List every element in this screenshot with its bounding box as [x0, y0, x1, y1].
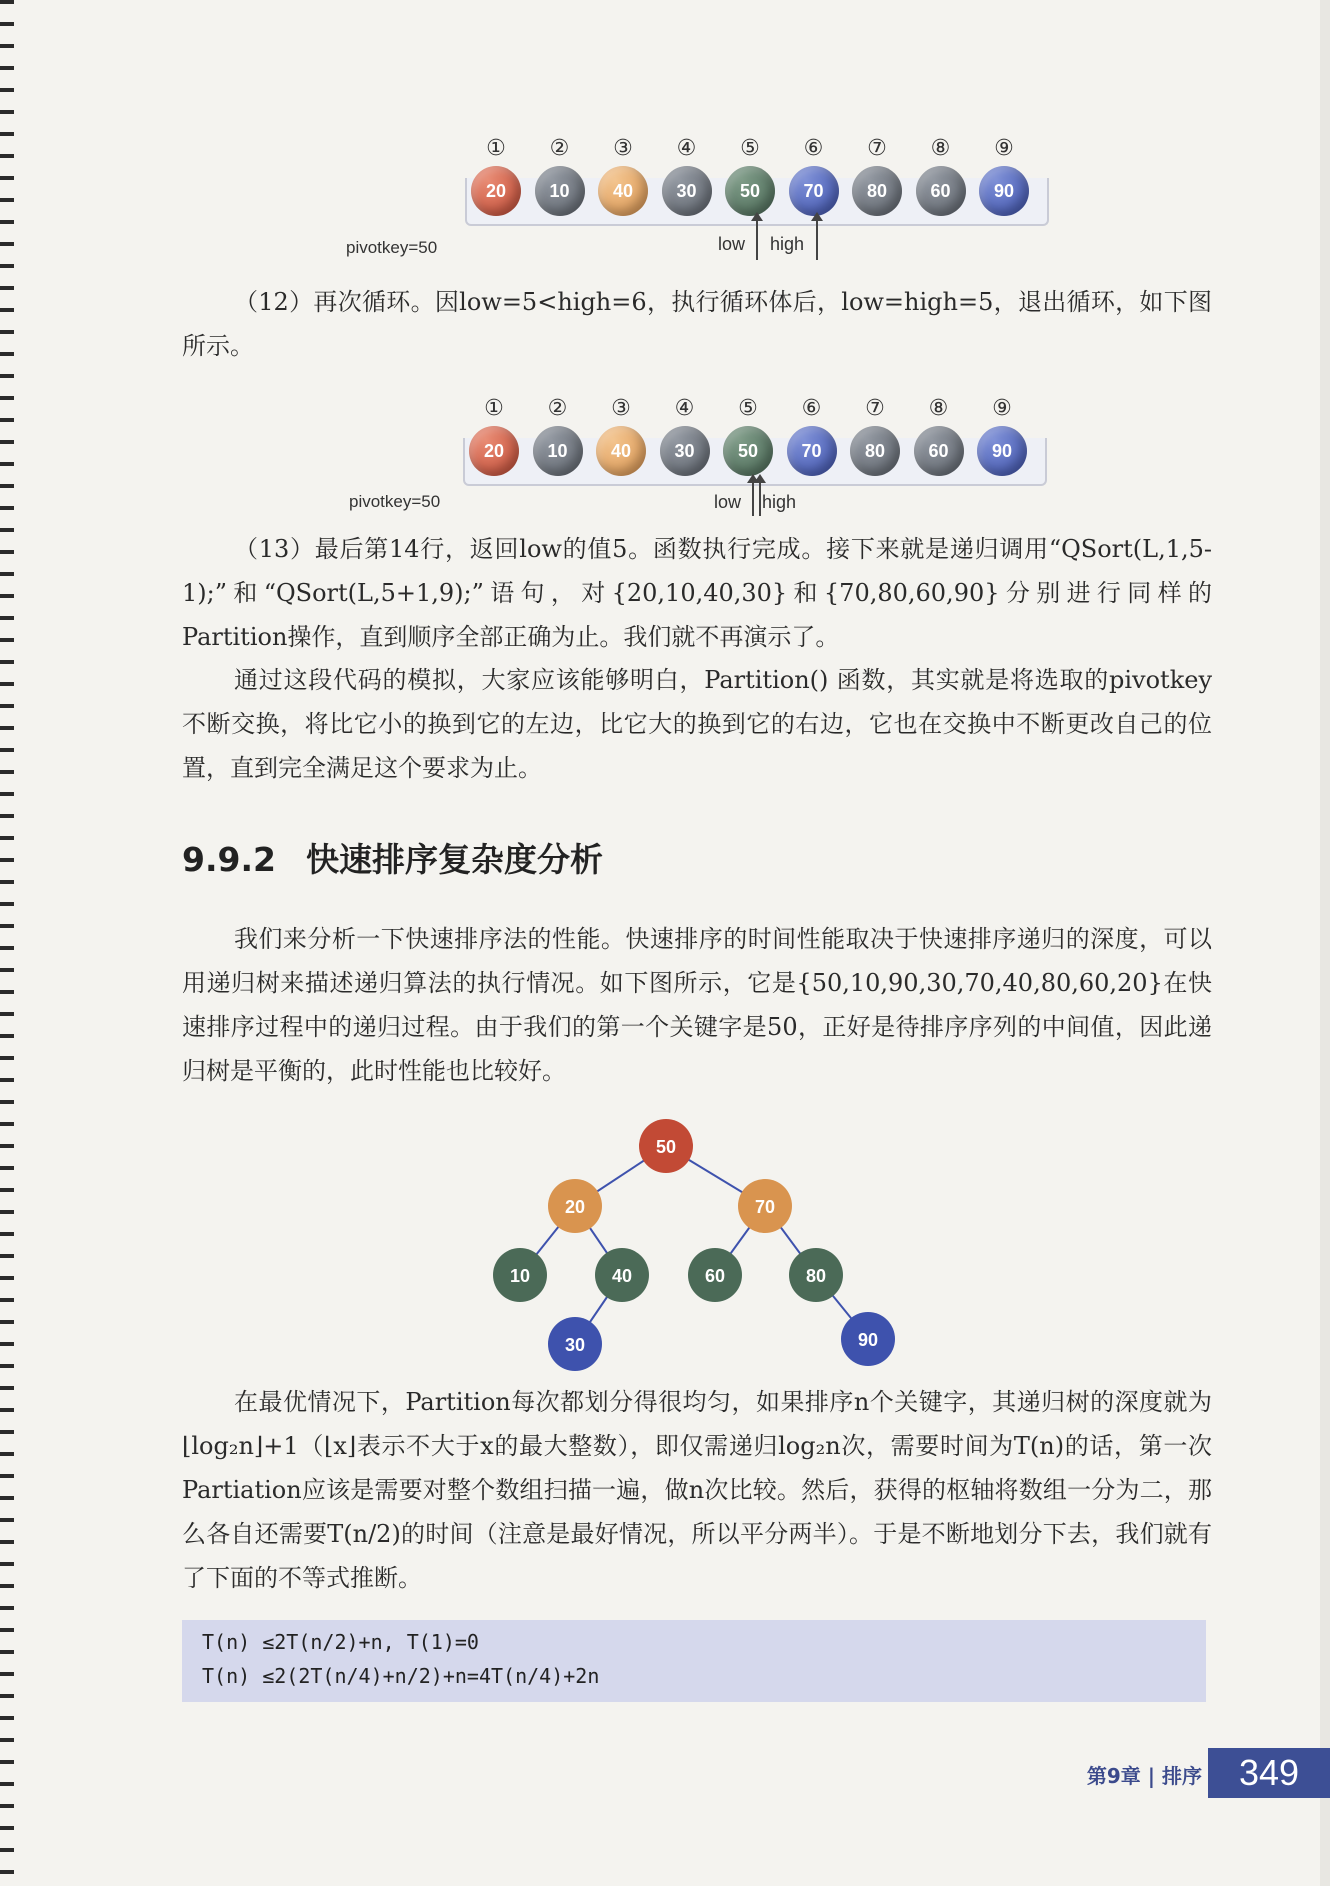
tree-node-label: 70	[754, 1197, 776, 1217]
array-element: 20	[471, 166, 521, 216]
array-element: 60	[916, 166, 966, 216]
array-index: ②	[547, 396, 568, 421]
array-element: 80	[852, 166, 902, 216]
low-label: low	[718, 234, 746, 254]
array-index: ⑤	[738, 396, 758, 421]
array-index: ⑨	[994, 136, 1014, 161]
tree-node-label: 40	[611, 1266, 633, 1286]
recursion-tree	[480, 1110, 940, 1390]
paragraph-step-13: （13）最后第14行，返回low的值5。函数执行完成。接下来就是递归调用“QSort(L,1,5-1);”和“QSort(L,5+1,9);”语句，对{20,10,40,30}和{70,80,60,90}分别进行同样的Partition操作，直到顺序全部正确为止。我们就不再演示了。	[182, 535, 1212, 651]
array-element: 30	[662, 166, 712, 216]
inequality-line-2: T(n) ≤2(2T(n/4)+n/2)+n=4T(n/4)+2n	[202, 1664, 600, 1688]
tree-node-label: 90	[857, 1330, 879, 1350]
pivotkey-label: pivotkey=50	[349, 492, 441, 511]
tree-node-label: 50	[655, 1137, 677, 1157]
array-element: 30	[660, 426, 710, 476]
array-element: 50	[723, 426, 773, 476]
array-index: ③	[613, 136, 633, 161]
inequality-box	[182, 1620, 1206, 1702]
array-figure-1	[465, 136, 1065, 266]
section-heading	[182, 834, 603, 881]
high-arrow	[816, 220, 818, 260]
array-index: ④	[676, 136, 697, 161]
array-element: 80	[850, 426, 900, 476]
array-element: 40	[598, 166, 648, 216]
paragraph-step-12: （12）再次循环。因low=5<high=6，执行循环体后，low=high=5，退出循环，如下图所示。	[182, 288, 1212, 360]
low-high-arrow	[752, 482, 754, 516]
array-indices	[465, 136, 1065, 164]
paragraph-analysis: 我们来分析一下快速排序法的性能。快速排序的时间性能取决于快速排序递归的深度，可以用递归树来描述递归算法的执行情况。如下图所示，它是{50,10,90,30,70,40,80,60,20}在快速排序过程中的递归过程。由于我们的第一个关键字是50，正好是待排序序列的中间值，因此递归树是平衡的，此时性能也比较好。	[182, 925, 1212, 1085]
tree-node-label: 20	[564, 1197, 586, 1217]
array-index: ⑥	[801, 396, 822, 421]
array-index: ①	[484, 396, 504, 421]
array-index: ①	[486, 136, 506, 161]
array-element: 10	[535, 166, 585, 216]
array-element: 90	[979, 166, 1029, 216]
high-label: high	[770, 234, 805, 254]
low-high-arrow	[759, 482, 761, 516]
section-number: 9.9.2	[182, 840, 276, 879]
array-index: ⑨	[992, 396, 1012, 421]
array-index: ⑤	[740, 136, 760, 161]
tree-node-label: 10	[509, 1266, 531, 1286]
array-element: 20	[469, 426, 519, 476]
array-element: 10	[533, 426, 583, 476]
page-number: 349	[1208, 1748, 1330, 1798]
tree-node-label: 80	[805, 1266, 827, 1286]
array-index: ②	[549, 136, 570, 161]
low-arrow	[756, 220, 758, 260]
tree-node-label: 60	[704, 1266, 726, 1286]
paragraph-best-case: 在最优情况下，Partition每次都划分得很均匀，如果排序n个关键字，其递归树的深度就为⌊log₂n⌋+1（⌊x⌋表示不大于x的最大整数），即仅需递归log₂n次，需要时间为T(n)的话，第一次Partiation应该是需要对整个数组扫描一遍，做n次比较。然后，获得的枢轴将数组一分为二，那么各自还需要T(n/2)的时间（注意是最好情况，所以平分两半）。于是不断地划分下去，我们就有了下面的不等式推断。	[182, 1388, 1212, 1592]
page-right-edge	[1320, 0, 1330, 1886]
array-index: ④	[674, 396, 695, 421]
array-element: 90	[977, 426, 1027, 476]
page-binding-edge	[0, 0, 14, 1886]
array-element: 40	[596, 426, 646, 476]
array-element: 60	[914, 426, 964, 476]
array-element: 70	[787, 426, 837, 476]
array-index: ⑧	[928, 396, 949, 421]
array-element: 70	[789, 166, 839, 216]
pivotkey-label: pivotkey=50	[346, 238, 438, 257]
recursion-tree-svg	[480, 1110, 940, 1390]
array-element: 50	[725, 166, 775, 216]
array-index: ⑦	[865, 396, 885, 421]
array-indices	[463, 396, 1063, 424]
low-label: low	[714, 492, 742, 512]
chapter-label: 第9章 | 排序	[1086, 1764, 1202, 1788]
array-index: ⑦	[867, 136, 887, 161]
array-index: ⑧	[930, 136, 951, 161]
inequality-line-1: T(n) ≤2T(n/2)+n, T(1)=0	[202, 1630, 479, 1654]
array-index: ⑥	[803, 136, 824, 161]
array-index: ③	[611, 396, 631, 421]
tree-node-label: 30	[564, 1335, 586, 1355]
paragraph-summary: 通过这段代码的模拟，大家应该能够明白，Partition() 函数，其实就是将选取的pivotkey不断交换，将比它小的换到它的左边，比它大的换到它的右边，它也在交换中不断更改自己的位置，直到完全满足这个要求为止。	[182, 666, 1212, 782]
section-title: 快速排序复杂度分析	[305, 840, 603, 879]
high-label: high	[762, 492, 797, 512]
